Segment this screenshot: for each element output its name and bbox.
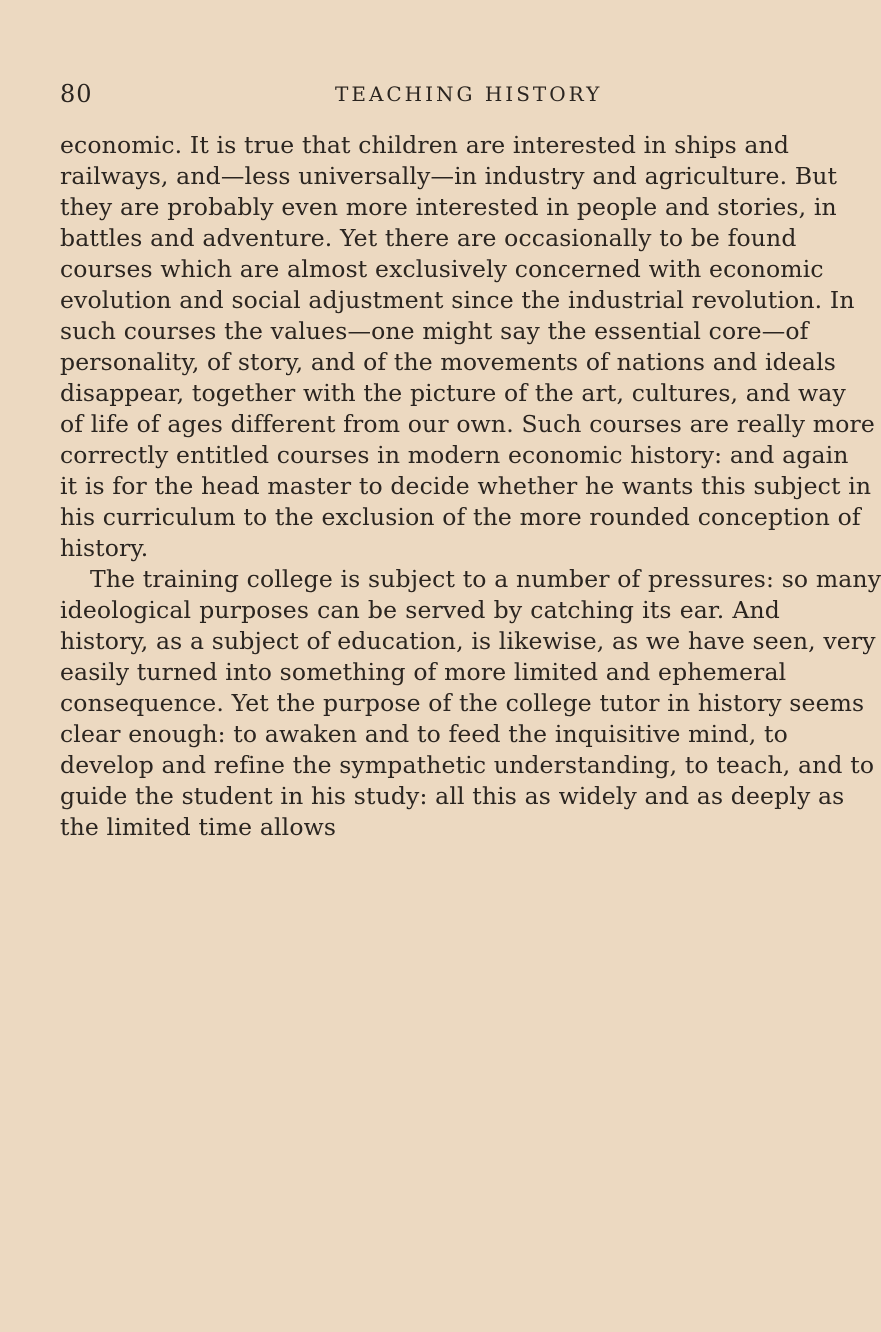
text-line: economic. It is true that children are interested in ships and (60, 131, 790, 159)
text-line: develop and refine the sympathetic understanding, to teach, and to (60, 751, 875, 779)
text-line: ideological purposes can be served by catching its ear. And (60, 596, 780, 624)
text-line: personality, of story, and of the movements of nations and ideals (60, 348, 836, 376)
text-line: evolution and social adjustment since the industrial revolution. In (60, 286, 855, 314)
paragraph (60, 130, 875, 564)
text-line: guide the student in his study: all this as widely and as deeply as (60, 782, 845, 810)
body-text (60, 130, 881, 843)
text-line: courses which are almost exclusively concerned with economic (60, 255, 824, 283)
text-line: history. (60, 534, 149, 562)
text-line: it is for the head master to decide whether he wants this subject in (60, 472, 872, 500)
text-line: they are probably even more interested in people and stories, in (60, 193, 837, 221)
text-line: The training college is subject to a number of pressures: so many (90, 565, 881, 593)
text-line: correctly entitled courses in modern economic history: and again (60, 441, 849, 469)
running-head: TEACHING HISTORY (335, 82, 603, 106)
page-header (60, 80, 780, 110)
text-line: of life of ages different from our own. Such courses are really more (60, 410, 875, 438)
text-line: disappear, together with the picture of the art, cultures, and way (60, 379, 846, 407)
text-line: such courses the values—one might say the essential core—of (60, 317, 809, 345)
text-line: clear enough: to awaken and to feed the inquisitive mind, to (60, 720, 788, 748)
text-line: his curriculum to the exclusion of the more rounded conception of (60, 503, 861, 531)
text-line: the limited time allows (60, 813, 337, 841)
paragraph (60, 564, 881, 843)
text-line: history, as a subject of education, is likewise, as we have seen, very (60, 627, 876, 655)
page-number: 80 (60, 80, 93, 108)
text-line: consequence. Yet the purpose of the college tutor in history seems (60, 689, 865, 717)
text-line: battles and adventure. Yet there are occasionally to be found (60, 224, 797, 252)
text-line: easily turned into something of more limited and ephemeral (60, 658, 787, 686)
text-line: railways, and—less universally—in industry and agriculture. But (60, 162, 838, 190)
